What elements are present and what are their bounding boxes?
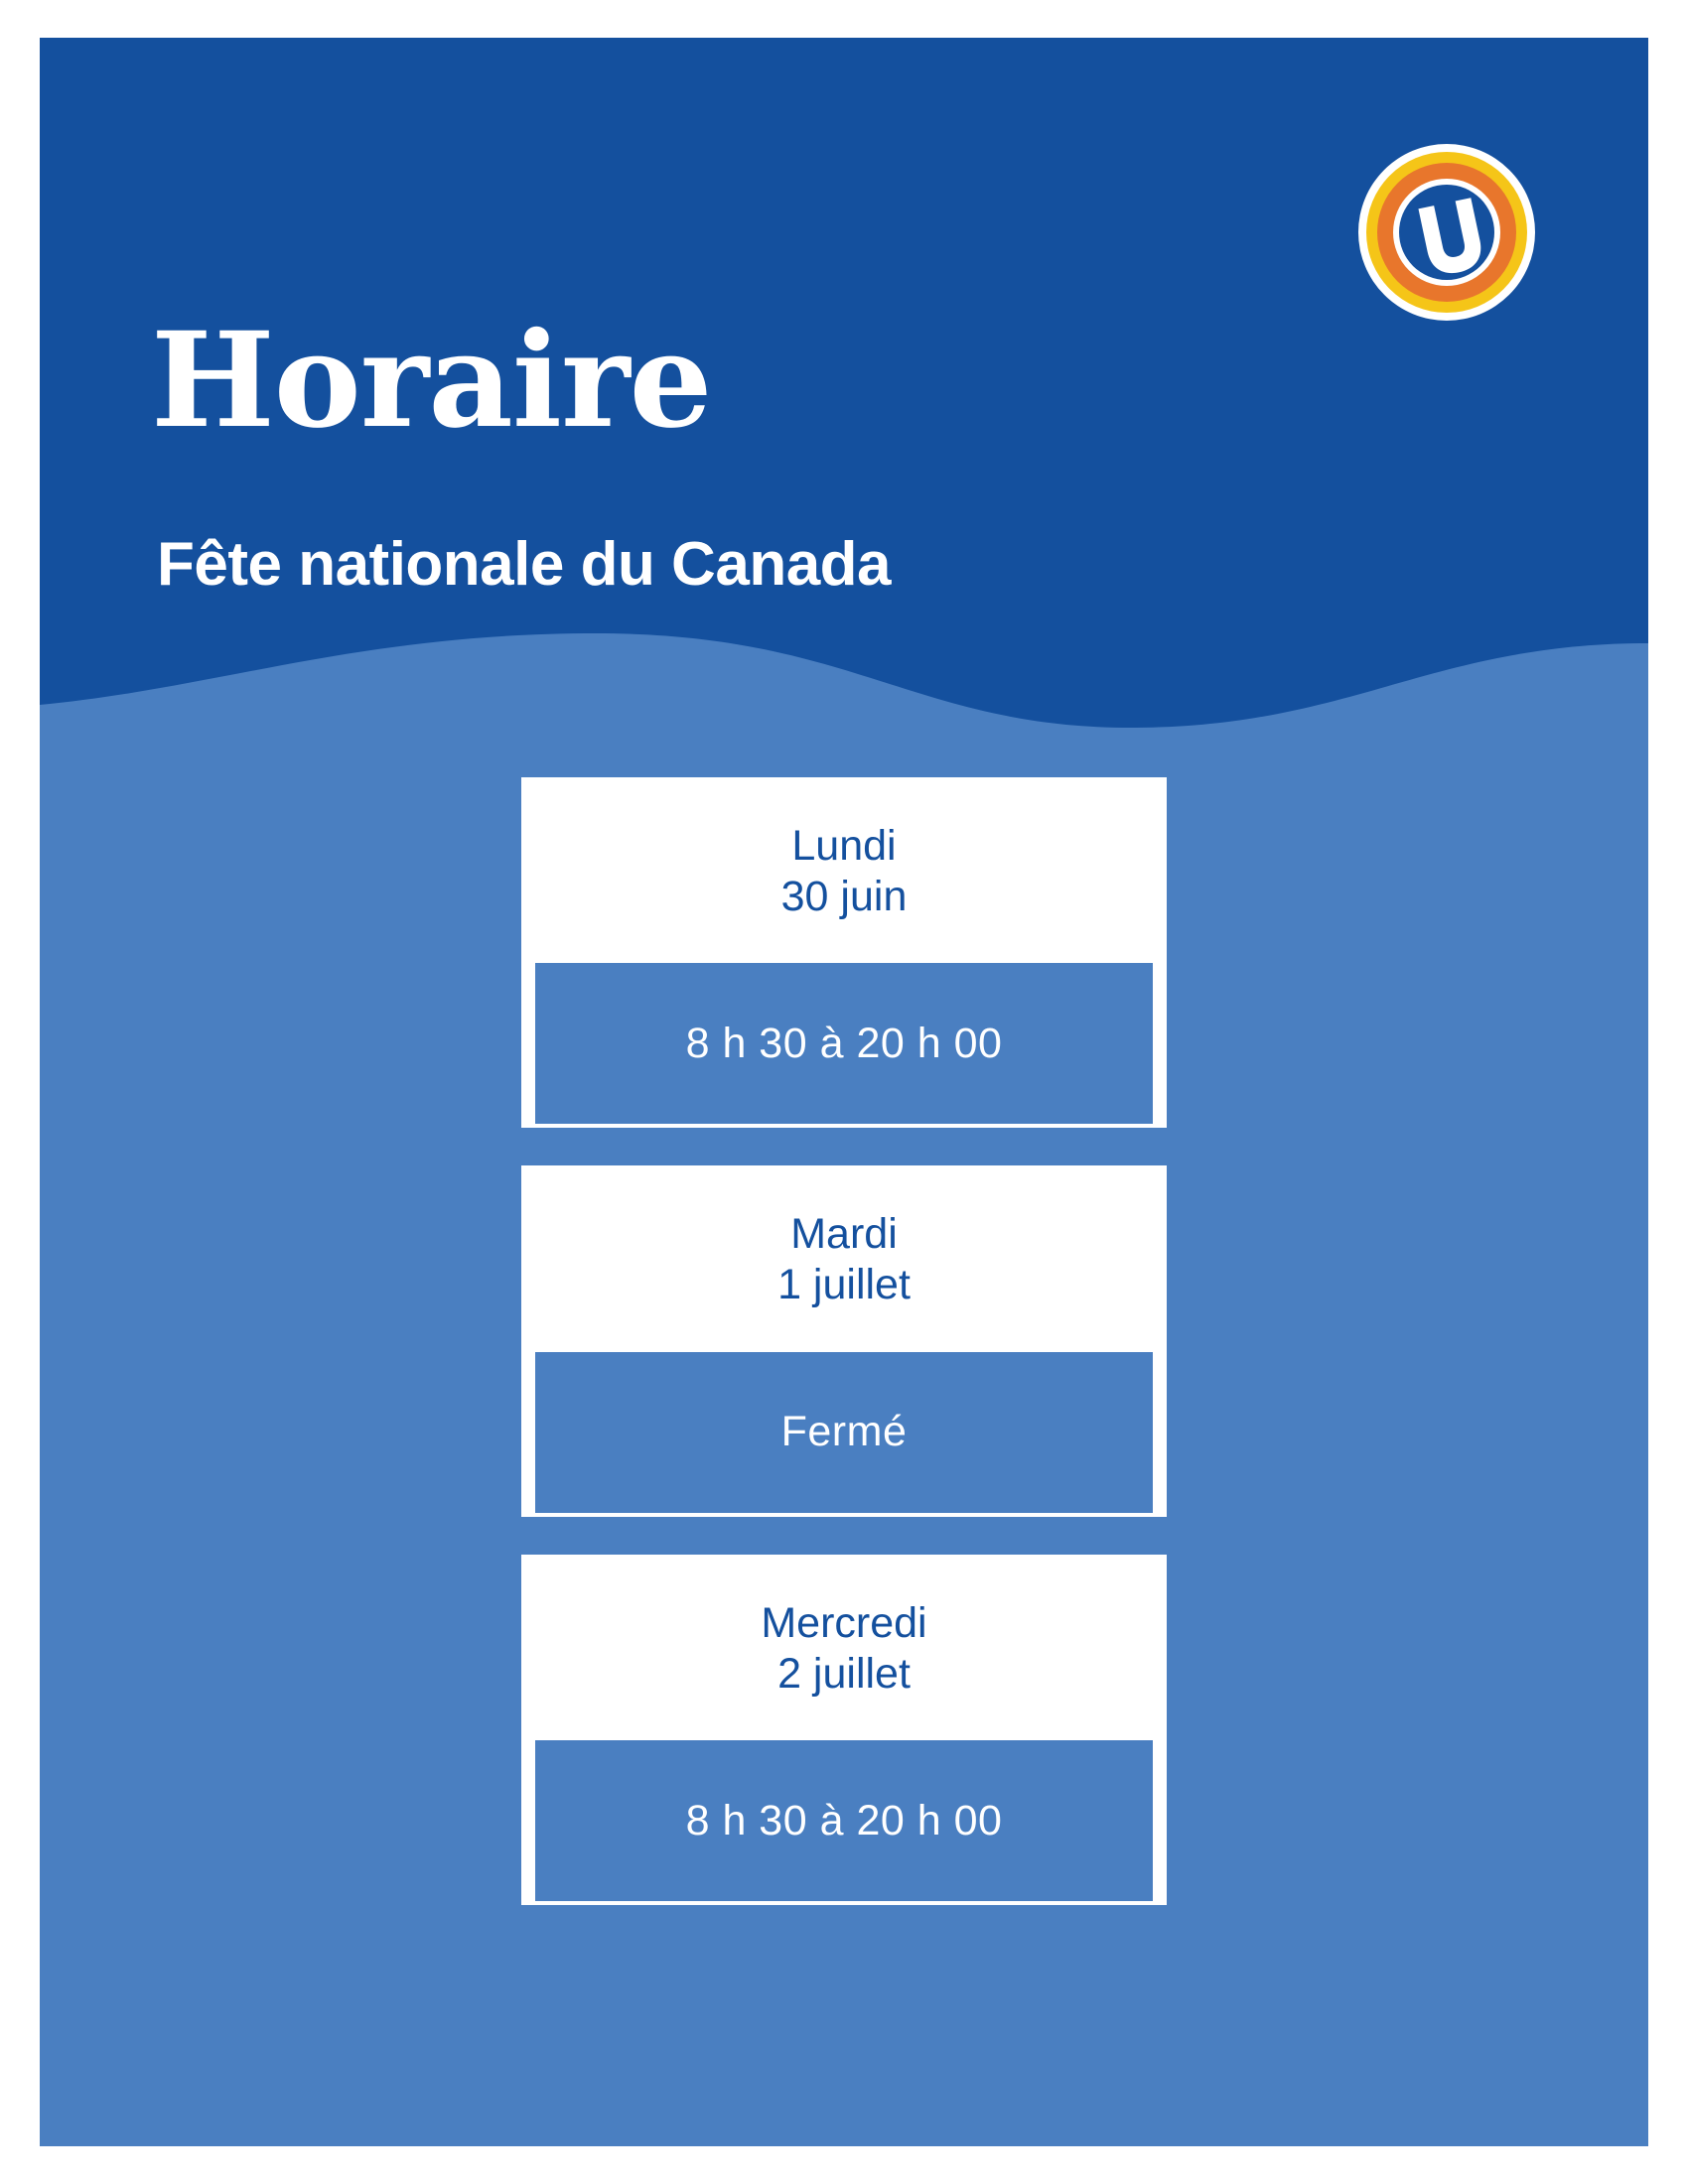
schedule-day-name: Mercredi: [761, 1598, 927, 1647]
schedule-day-date: 1 juillet: [777, 1261, 911, 1309]
schedule-card-day: [521, 1555, 1167, 1736]
schedule-day-date: 2 juillet: [777, 1649, 911, 1698]
schedule-card-hours: 8 h 30 à 20 h 00: [531, 959, 1157, 1128]
schedule-day-date: 30 juin: [780, 872, 908, 920]
page-title: Horaire: [151, 304, 712, 458]
schedule-card-day: [521, 777, 1167, 959]
universite-laval-u-logo-icon: [1356, 142, 1537, 323]
schedule-card-day: [521, 1165, 1167, 1347]
poster: [40, 38, 1648, 2146]
page-subtitle: Fête nationale du Canada: [157, 530, 892, 599]
schedule-card: [521, 1555, 1167, 1905]
schedule-list: [40, 777, 1648, 1943]
schedule-day-name: Mardi: [790, 1210, 898, 1259]
schedule-card: [521, 1165, 1167, 1516]
schedule-card: [521, 777, 1167, 1128]
schedule-card-hours: Fermé: [531, 1348, 1157, 1517]
schedule-day-name: Lundi: [791, 822, 897, 870]
schedule-card-hours: 8 h 30 à 20 h 00: [531, 1736, 1157, 1905]
